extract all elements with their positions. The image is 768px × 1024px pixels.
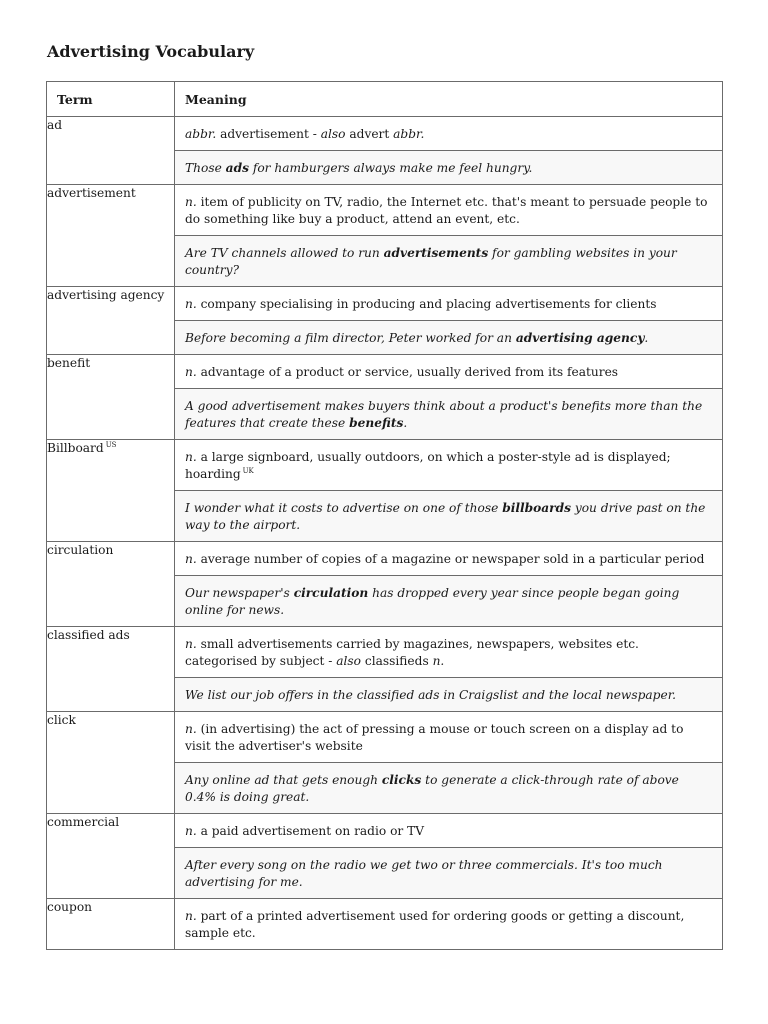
highlighted-term: advertising agency [515,331,645,345]
example-sentence [175,389,722,439]
example-sentence [175,763,722,813]
table-body [47,117,723,950]
text-segment: you drive past on the way to the airport. [185,501,706,532]
text-segment: n. [185,195,197,209]
text-segment: n. [185,365,197,379]
example-sentence [175,576,722,626]
meaning-cell [175,287,723,355]
meaning-cell [175,627,723,712]
meaning-cell [175,899,723,950]
highlighted-term: advertisements [383,246,489,260]
example-sentence [175,491,722,541]
text-segment: n. [185,824,197,838]
page-title: Advertising Vocabulary [47,42,255,61]
text-segment: Our newspaper's [185,586,294,600]
meaning-cell [175,542,723,627]
table-row [47,814,723,899]
text-segment: a large signboard, usually outdoors, on which a poster-style ad is displayed; hoarding [185,450,671,481]
highlighted-term: clicks [381,773,422,787]
definition [175,814,722,848]
term-text: coupon [47,900,93,914]
text-segment: advertisement - [216,127,321,141]
highlighted-term: circulation [293,586,369,600]
text-segment: After every song on the radio we get two or three commercials. It's too much advertising for me. [185,858,663,889]
highlighted-term: billboards [502,501,571,515]
text-segment: (in advertising) the act of pressing a mouse or touch screen on a display ad to visit the advertiser's website [185,722,684,753]
table-row [47,627,723,712]
meaning-cell [175,814,723,899]
highlighted-term: benefits [349,416,404,430]
text-segment: Those [185,161,226,175]
text-segment: company specialising in producing and placing advertisements for clients [196,297,657,311]
text-segment: small advertisements carried by magazines, newspapers, websites etc. categorised by subject - [185,637,639,668]
text-segment: has dropped every year since people began going online for news. [185,586,680,617]
text-segment: abbr. [393,127,425,141]
example-sentence [175,848,722,898]
example-sentence [175,678,722,711]
term-text: benefit [47,356,91,370]
definition [175,287,722,321]
text-segment: average number of copies of a magazine or newspaper sold in a particular period [196,552,705,566]
text-segment: classifieds [361,654,433,668]
table-row [47,287,723,355]
text-segment: to generate a click-through rate of above 0.4% is doing great. [185,773,679,804]
text-segment: Any online ad that gets enough [185,773,382,787]
term-text: classified ads [47,628,130,642]
definition [175,355,722,389]
term-cell [47,440,175,542]
meaning-cell [175,117,723,185]
term-text: circulation [47,543,114,557]
text-segment: . [644,331,649,345]
term-cell [47,287,175,355]
term-text: Billboard [47,441,104,455]
term-text: click [47,713,76,727]
table-row [47,440,723,542]
text-segment: part of a printed advertisement used for ordering goods or getting a discount, sample etc. [185,909,685,940]
column-header-term: Term [47,82,175,117]
example-sentence [175,321,722,354]
text-segment: for gambling websites in your country? [185,246,677,277]
term-cell [47,814,175,899]
term-text: commercial [47,815,120,829]
meaning-cell [175,440,723,542]
meaning-cell [175,355,723,440]
example-sentence [175,151,722,184]
text-segment: I wonder what it costs to advertise on one of those [185,501,503,515]
text-segment: Are TV channels allowed to run [185,246,384,260]
definition [175,627,722,678]
definition [175,899,722,949]
text-segment: abbr. [185,127,217,141]
table-header-row [47,82,723,117]
term-cell [47,355,175,440]
text-segment: n. [185,722,197,736]
term-cell [47,627,175,712]
table-row [47,355,723,440]
definition [175,117,722,151]
vocabulary-table [46,81,723,950]
column-header-meaning: Meaning [175,82,723,117]
text-segment: n. [185,552,197,566]
text-segment: A good advertisement makes buyers think about a product's benefits more than the features that create these [185,399,703,430]
text-segment: Before becoming a film director, Peter worked for an [185,331,516,345]
definition [175,542,722,576]
term-cell [47,117,175,185]
term-text: ad [47,118,63,132]
term-cell [47,712,175,814]
text-segment: advert [345,127,394,141]
definition [175,440,722,491]
table-row [47,117,723,185]
highlighted-term: ads [225,161,249,175]
region-marker: US [105,441,117,449]
text-segment: We list our job offers in the classified ads in Craigslist and the local newspaper. [185,688,677,702]
region-marker: UK [242,467,254,475]
table-row [47,185,723,287]
term-text: advertisement [47,186,136,200]
text-segment: n. [185,450,197,464]
definition [175,712,722,763]
text-segment: . [403,416,408,430]
meaning-cell [175,185,723,287]
text-segment: n. [185,909,197,923]
table-row [47,542,723,627]
meaning-cell [175,712,723,814]
text-segment: n. [185,297,197,311]
term-text: advertising agency [47,288,165,302]
text-segment: a paid advertisement on radio or TV [196,824,425,838]
table-row [47,899,723,950]
term-cell [47,899,175,950]
text-segment: n. [432,654,445,668]
text-segment: item of publicity on TV, radio, the Internet etc. that's meant to persuade people to do something like buy a product, attend an event, etc. [185,195,708,226]
term-cell [47,185,175,287]
example-sentence [175,236,722,286]
text-segment: n. [185,637,197,651]
text-segment: advantage of a product or service, usually derived from its features [196,365,619,379]
text-segment: also [320,127,346,141]
table-row [47,712,723,814]
text-segment: for hamburgers always make me feel hungry. [248,161,533,175]
text-segment: also [336,654,362,668]
definition [175,185,722,236]
term-cell [47,542,175,627]
